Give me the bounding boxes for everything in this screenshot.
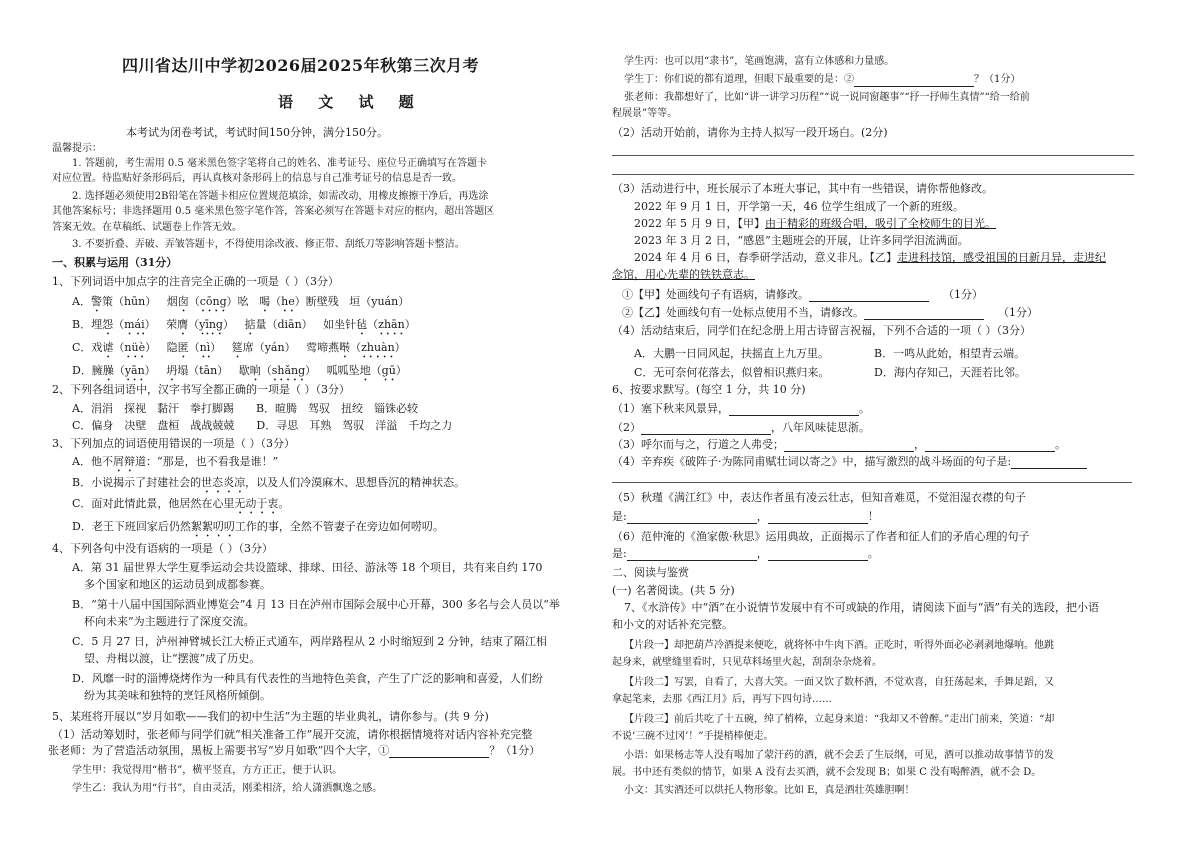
xiaoyu-line-cont: 展。书中还有类似的情节，如果 A 没有去买酒，就不会发现 B；如果 C 没有喝醉酒，就不会 D。 — [612, 767, 1042, 778]
xiaoyu-line: 小语：如果杨志等人没有喝加了蒙汗药的酒，就不会丢了生辰纲，可见，酒可以推动故事情节的发 — [624, 750, 1054, 761]
tip-line: 3. 不要折叠、弄破、弄皱答题卡，不得使用涂改液、修正带、刮纸刀等影响答题卡整洁。 — [72, 239, 465, 250]
q4-option-a: A．第 31 届世界大学生夏季运动会共设篮球、排球、田径、游泳等 18 个项目，共有来自约 170 — [72, 561, 543, 574]
answer-blank[interactable] — [729, 404, 859, 416]
q5-teacher-line: 张老师：为了营造活动氛围，黑板上需要书写“岁月如歌”四个大字，① ？（1分） — [48, 744, 541, 757]
poem-c: C．无可奈何花落去，似曾相识燕归来。 — [634, 366, 830, 379]
q1-option-a: A．警策（hūn） 烟囱（cōng）吆 喝（he）断壁残 垣（yuán） — [72, 295, 410, 308]
q3-option-b: B．小说揭示了封建社会的世态炎凉，以及人们冷漠麻木、思想昏沉的精神状态。 — [72, 476, 466, 489]
answer-line[interactable] — [612, 482, 1132, 483]
tip-line: 2. 选择题必须使用2B铅笔在答题卡相应位置规范填涂，如需改动，用橡皮擦擦干净后，再选涂 — [72, 191, 489, 202]
q4-option-d-cont: 纷为其美味和独特的烹饪风格所倾倒。 — [84, 689, 271, 702]
q3-option-c: C．面对此情此景，他居然在心里无动于衷。 — [72, 497, 290, 510]
fragment-3-cont: 不说‘三碗不过冈’！”手提梢棒便走。 — [612, 731, 774, 742]
exam-intro: 本考试为闭卷考试，考试时间150分钟，满分150分。 — [126, 126, 388, 139]
q2-stem: 2、下列各组词语中，汉字书写全都正确的一项是（ ）（3分） — [52, 383, 350, 396]
q6-stem: 6、按要求默写。(每空 1 分，共 10 分) — [612, 383, 806, 396]
answer-blank-yi[interactable] — [864, 308, 984, 320]
answer-blank-2[interactable] — [854, 75, 974, 87]
q6-item-4: （4）辛弃疾《破阵子·为陈同甫赋壮词以寄之》中，描写激烈的战斗场面的句子是: — [612, 455, 1087, 469]
answer-blank[interactable] — [1011, 457, 1087, 469]
q1-option-c: C．戏谑（nüè） 隐匿（nì） 筵席（yán） 莺啼燕啭（zhuàn） — [72, 341, 406, 354]
q6-item-6: （6）范仲淹的《渔家傲·秋思》运用典故，正面揭示了作者和征人们的矛盾心理的句子 — [612, 530, 1030, 543]
fix-yi: ②【乙】处画线句有一处标点使用不当，请修改。 （1分） — [622, 306, 1038, 319]
event-4-cont: 念馆，用心先辈的铁铁意志。 — [612, 268, 755, 281]
q6-item-3: （3）呼尔而与之，行道之人弗受； ， 。 — [612, 438, 1066, 451]
section1-heading: 一、积累与运用（31分） — [52, 256, 178, 269]
answer-blank[interactable] — [768, 549, 868, 561]
tip-line: 1. 答题前，考生需用 0.5 毫米黑色签字笔将自己的姓名、准考证号、座位号正确填写在答题卡 — [72, 158, 487, 169]
q5-stem: 5、某班将开展以“岁月如歌——我们的初中生活”为主题的毕业典礼，请你参与。(共 9 分) — [52, 710, 489, 723]
q5-part1: （1）活动筹划时，张老师与同学们就“相关准备工作”展开交流，请你根据情境将对话内容补充完整 — [52, 728, 533, 741]
q6-item-5: （5）秋瑾《满江红》中，表达作者虽有凌云壮志，但知音难觅，不觉泪湿衣襟的句子 — [612, 491, 1026, 504]
q6-item-2: （2） ，八年风味徒思浙。 — [612, 421, 870, 434]
dialog-student-b: 学生乙：我认为用“行书”，自由灵活，刚柔相济，给人潇洒飘逸之感。 — [72, 783, 383, 794]
fix-jia: ①【甲】处画线句子有语病，请修改。 （1分） — [622, 288, 983, 301]
fragment-2-cont: 拿起笔来，去那《西江月》后，再写下四句诗…… — [612, 694, 832, 705]
answer-blank[interactable] — [627, 549, 757, 561]
exam-title: 四川省达川中学初2026届2025年秋第三次月考 — [122, 56, 480, 75]
q5-part3: （3）活动进行中，班长展示了本班大事记，其中有一些错误，请你帮他修改。 — [612, 182, 993, 195]
q4-stem: 4、下列各句中没有语病的一项是（ ）（3分） — [52, 542, 273, 555]
answer-line[interactable] — [612, 174, 1134, 175]
dialog-teacher: 张老师：我都想好了，比如“讲一讲学习历程”“说一说同窗趣事”“抒一抒师生真情”“给一给前 — [624, 92, 1030, 103]
q4-option-b: B．“第十八届中国国际酒业博览会”4 月 13 日在泸州市国际会展中心开幕，300 多名与会人员以“举 — [72, 598, 560, 611]
q1-stem: 1、下列词语中加点字的注音完全正确的一项是（ ）（3分） — [52, 275, 339, 288]
event-2: 2022 年 5 月 9 日，【甲】由于精彩的班级合唱，吸引了全校师生的目光。 — [634, 217, 996, 230]
fragment-2: 【片段二】写罢，自看了，大喜大笑。一面又饮了数杯酒，不觉欢喜，自狂荡起来，手舞足蹈，又 — [624, 677, 1054, 688]
answer-blank-1[interactable] — [389, 746, 489, 758]
answer-blank[interactable] — [784, 440, 914, 452]
q1-option-d: D．臃臊（yān） 坍塌（tān） 歇晌（shǎng） 呱呱坠地（gū） — [72, 364, 407, 377]
poem-a: A．大鹏一日同风起，扶摇直上九万里。 — [634, 347, 829, 360]
xiaowen-line: 小文：其实酒还可以烘托人物形象。比如 E，真是酒壮英雄胆啊！ — [624, 785, 915, 796]
q7-stem-cont: 和小文的对话补充完整。 — [612, 618, 733, 631]
answer-blank[interactable] — [925, 440, 1055, 452]
answer-blank[interactable] — [641, 423, 771, 435]
answer-blank-jia[interactable] — [809, 290, 929, 302]
section2-sub: (一) 名著阅读。(共 5 分) — [612, 584, 735, 597]
fragment-1: 【片段一】却把葫芦冷酒提来便吃，就将怀中牛肉下酒。正吃时，听得外面必必剥剥地爆响。他跳 — [624, 640, 1054, 651]
tip-line: 答案无效。在草稿纸、试题卷上作答无效。 — [52, 222, 242, 233]
poem-d: D．海内存知己，天涯若比邻。 — [874, 366, 1026, 379]
q4-option-d: D．风靡一时的淄博烧烤作为一种具有代表性的当地特色美食，产生了广泛的影响和喜爱，人们纷 — [72, 672, 543, 685]
answer-blank[interactable] — [627, 512, 757, 524]
event-3: 2023 年 3 月 2 日，“感恩”主题班会的开展，让许多同学泪流满面。 — [634, 234, 969, 247]
fragment-3: 【片段三】前后共吃了十五碗，绰了梢棒，立起身来道：“我却又不曾醉。”走出门前来，笑道：“却 — [624, 714, 1055, 725]
event-4: 2024 年 4 月 6 日，春季研学活动，意义非凡。【乙】走进科技馆，感受祖国的日新月异，走进纪 — [634, 251, 1106, 264]
q4-option-b-cont: 杯向未来”为主题进行了深度交流。 — [84, 615, 255, 628]
q4-option-c-cont: 望、舟楫以渡，让“摆渡”成了历史。 — [84, 652, 261, 665]
q7-stem: 7、《水浒传》中“酒”在小说情节发展中有不可或缺的作用，请阅读下面与“酒”有关的选段，把小语 — [624, 601, 1099, 614]
q2-row-cd: C．偏身 决壁 盘桓 战战兢兢 D．寻思 耳熟 驾驭 洋溢 千均之力 — [72, 419, 453, 432]
answer-blank[interactable] — [768, 512, 868, 524]
exam-subtitle: 语 文 试 题 — [278, 93, 424, 111]
fragment-1-cont: 起身来，就壁缝里看时，只见草料场里火起，刮刮杂杂烧着。 — [612, 657, 882, 668]
q4-option-a-cont: 多个国家和地区的运动员到成都参赛。 — [84, 578, 271, 591]
dialog-student-a: 学生甲：我觉得用“楷书”，横平竖直，方方正正，便于认识。 — [72, 765, 343, 776]
tips-label: 温馨提示： — [52, 143, 102, 154]
section2-heading: 二、阅读与鉴赏 — [612, 566, 689, 579]
event-1: 2022 年 9 月 1 日，开学第一天，46 位学生组成了一个新的班级。 — [634, 200, 964, 213]
q3-option-d: D．老王下班回家后仍然絮絮叨叨工作的事，全然不管妻子在旁边如何唠叨。 — [72, 520, 444, 533]
q3-stem: 3、下列加点的词语使用错误的一项是（ ）（3分） — [52, 437, 295, 450]
q6-item-1: （1）塞下秋来风景异， 。 — [612, 402, 870, 415]
q3-option-a: A．他不屑辩道：“那是，也不看我是谁！” — [72, 455, 279, 468]
q6-item-6-answer: 是: ， 。 — [612, 547, 879, 560]
q5-part2: （2）活动开始前，请你为主持人拟写一段开场白。(2分) — [612, 126, 888, 139]
dialog-teacher-cont: 程展景”等等。 — [612, 108, 678, 119]
answer-line[interactable] — [612, 155, 1134, 156]
dialog-student-c: 学生丙：也可以用“隶书”，笔画饱满，富有立体感和力量感。 — [624, 56, 895, 67]
poem-b: B．一鸣从此始，相望青云端。 — [874, 347, 1026, 360]
q5-part4: （4）活动结束后，同学们在纪念册上用古诗留言祝福，下列不合适的一项（ ）（3分） — [612, 324, 1031, 337]
q4-option-c: C．5 月 27 日，泸州神臂城长江大桥正式通车，两岸路程从 2 小时缩短到 2 分钟，结束了隔江相 — [72, 635, 547, 648]
q6-item-5-answer: 是: ， ！ — [612, 510, 879, 523]
q2-row-ab: A．涓涓 探视 黏汗 拳打脚踢 B．暄腾 驾驭 扭绞 锱铢必较 — [72, 402, 419, 415]
tip-line: 其他答案标号；非选择题用 0.5 毫米黑色签字笔作答，答案必须写在答题卡对应的框内，超出答题区 — [52, 206, 495, 217]
tip-line: 对应位置。待监贴好条形码后，再认真核对条形码上的信息与自己准考证号的信息是否一致。 — [52, 173, 462, 184]
q1-option-b: B．埋怨（mái） 荣膺（yīng） 掂量（diān） 如坐针毡（zhān） — [72, 318, 416, 331]
dialog-student-d: 学生丁：你们说的都有道理，但眼下最重要的是：② ？（1分） — [624, 74, 1021, 85]
